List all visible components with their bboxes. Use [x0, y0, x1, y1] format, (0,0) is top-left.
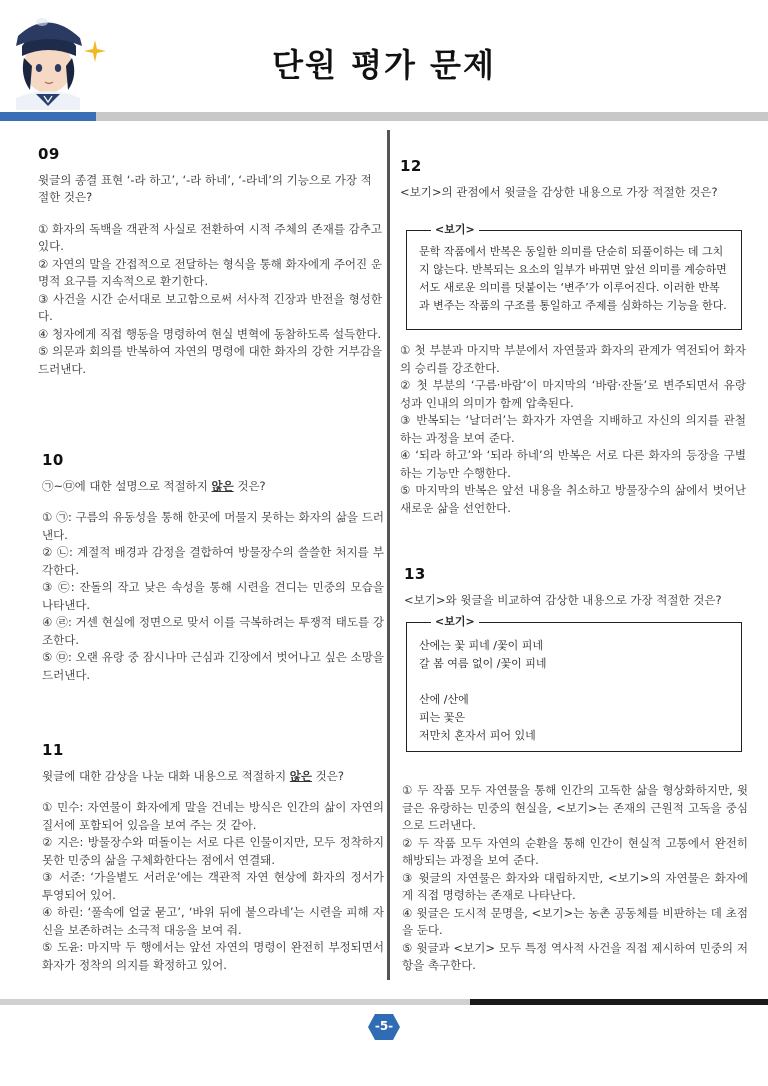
option-3: ③ 윗글의 자연물은 화자와 대립하지만, <보기>의 자연물은 화자에게 직접 명령하는 존재로 나타난다. [402, 870, 748, 902]
question-10 [42, 452, 384, 684]
bogi-text: 문학 작품에서 반복은 동일한 의미를 단순히 되풀이하는 데 그치지 않는다. 반복되는 요소의 일부가 바뀌면 앞선 의미를 계승하면서도 새로운 의미를 덧붙이는 ‘변주’가 이루어진다. 이러한 반복과 변주는 작품의 구조를 통일하고 주제를 심화하는 기능을 한다. [419, 245, 727, 312]
option-1: ① 화자의 독백을 객관적 사실로 전환하여 시적 주체의 존재를 감추고 있다. [38, 221, 382, 253]
question-09 [38, 146, 382, 378]
option-5: ⑤ 마지막의 반복은 앞선 내용을 취소하고 방물장수의 삶에서 벗어난 새로운 삶을 선언한다. [400, 483, 746, 515]
stem-emphasis: 않은 [211, 478, 234, 493]
option-4: ④ 하린: ‘풀속에 얼굴 묻고’, ‘바위 뒤에 붙으라네’는 시련을 피해 자신을 보존하려는 소극적 대응을 보여 줘. [42, 905, 384, 937]
bogi-label: <보기> [431, 221, 479, 239]
footer-rule-dark [470, 999, 768, 1005]
option-3: ③ 반복되는 ‘날더러’는 화자가 자연을 지배하고 자신의 의지를 관철하는 과정을 보여 준다. [400, 413, 746, 445]
question-number: 10 [42, 451, 64, 469]
poem-line: 갈 봄 여름 없이 /꽃이 피네 [419, 657, 547, 670]
question-13 [404, 566, 748, 609]
option-5: ⑤ 의문과 회의를 반복하여 자연의 명령에 대한 화자의 강한 거부감을 드러낸다. [38, 344, 382, 376]
footer-rule-gray [0, 999, 470, 1005]
poem-line: 산에는 꽃 피네 /꽃이 피네 [419, 639, 543, 652]
stem-text: 윗글에 대한 감상을 나눈 대화 내용으로 적절하지 [42, 768, 290, 783]
question-number: 13 [404, 565, 426, 583]
option-1: ① 두 작품 모두 자연물을 통해 인간의 고독한 삶을 형상화하지만, 윗글은 유랑하는 민중의 현실을, <보기>는 존재의 근원적 고독을 중심으로 드러낸다. [402, 783, 748, 832]
question-13-options [402, 782, 748, 975]
option-3: ③ 사건을 시간 순서대로 보고함으로써 서사적 긴장과 반전을 형성한다. [38, 291, 382, 323]
header-rule-gray [96, 112, 768, 121]
question-12 [400, 158, 746, 201]
poem-line: 산에 /산에 [419, 693, 469, 706]
option-2: ② 지은: 방물장수와 떠돌이는 서로 다른 인물이지만, 모두 정착하지 못한 민중의 삶을 구체화한다는 점에서 연결돼. [42, 835, 384, 867]
question-stem: <보기>와 윗글을 비교하여 감상한 내용으로 가장 적절한 것은? [404, 592, 722, 607]
stem-emphasis: 않은 [289, 768, 312, 783]
option-list [38, 221, 382, 379]
option-5: ⑤ ㉤: 오랜 유랑 중 잠시나마 근심과 긴장에서 벗어나고 싶은 소망을 드러낸다. [42, 650, 384, 682]
question-11 [42, 742, 384, 974]
option-4: ④ 윗글은 도시적 문명을, <보기>는 농촌 공동체를 비판하는 데 초점을 둔다. [402, 905, 748, 937]
question-number: 12 [400, 157, 422, 175]
question-stem [42, 478, 384, 496]
poem-line: 피는 꽃은 [419, 711, 466, 724]
option-1: ① ㉠: 구름의 유동성을 통해 한곳에 머물지 못하는 화자의 삶을 드러낸다. [42, 510, 384, 542]
option-3: ③ ㉢: 잔돌의 작고 낮은 속성을 통해 시련을 견디는 민중의 모습을 나타낸다. [42, 580, 384, 612]
option-4: ④ ‘되라 하고’와 ‘되라 하네’의 반복은 서로 다른 화자의 등장을 구별하는 기능만 수행한다. [400, 448, 746, 480]
bogi-box [406, 615, 742, 752]
bogi-label: <보기> [431, 613, 479, 631]
option-2: ② 자연의 말을 간접적으로 전달하는 형식을 통해 화자에게 주어진 운명적 요구를 지속적으로 환기한다. [38, 256, 382, 288]
question-number: 09 [38, 145, 60, 163]
question-number: 11 [42, 741, 64, 759]
option-1: ① 민수: 자연물이 화자에게 말을 건네는 방식은 인간의 삶이 자연의 질서에 포함되어 있음을 보여 주는 것 같아. [42, 800, 384, 832]
option-1: ① 첫 부분과 마지막 부분에서 자연물과 화자의 관계가 역전되어 화자의 승리를 강조한다. [400, 343, 746, 375]
page-title: 단원 평가 문제 [272, 46, 496, 84]
stem-text: ㉠~㉤에 대한 설명으로 적절하지 [42, 478, 212, 493]
option-5: ⑤ 윗글과 <보기> 모두 특정 역사적 사건을 직접 제시하여 민중의 저항을 촉구한다. [402, 940, 748, 972]
page-number: -5- [374, 1019, 394, 1033]
bogi-box [406, 223, 742, 330]
stem-text-end: 것은? [233, 478, 266, 493]
option-4: ④ ㉣: 거센 현실에 정면으로 맞서 이를 극복하려는 투쟁적 태도를 강조한다. [42, 615, 384, 647]
option-2: ② 두 작품 모두 자연의 순환을 통해 인간이 현실적 고통에서 완전히 해방되는 과정을 보여 준다. [402, 835, 748, 867]
option-2: ② 첫 부분의 ‘구름·바람’이 마지막의 ‘바람·잔돌’로 변주되면서 유랑성과 인내의 의미가 함께 압축된다. [400, 378, 746, 410]
question-stem: 윗글의 종결 표현 ‘-라 하고’, ‘-라 하네’, ‘-라네’의 기능으로 가장 적절한 것은? [38, 172, 372, 204]
option-list [42, 509, 384, 684]
question-stem: <보기>의 관점에서 윗글을 감상한 내용으로 가장 적절한 것은? [400, 184, 718, 199]
footer-rule [0, 999, 768, 1005]
question-stem [42, 768, 384, 786]
option-list [42, 799, 384, 974]
option-4: ④ 청자에게 직접 행동을 명령하여 현실 변혁에 동참하도록 설득한다. [38, 326, 382, 341]
column-divider [387, 130, 390, 980]
poem-line: 저만치 혼자서 피어 있네 [419, 729, 536, 742]
option-3: ③ 서준: ‘가을볕도 서러운’에는 객관적 자연 현상에 화자의 정서가 투영되어 있어. [42, 870, 384, 902]
option-2: ② ㉡: 계절적 배경과 감정을 결합하여 방물장수의 쓸쓸한 처지를 부각한다. [42, 545, 384, 577]
question-12-options [400, 342, 746, 517]
stem-text-end: 것은? [312, 768, 344, 783]
header-rule [0, 112, 768, 121]
header-rule-accent [0, 112, 96, 121]
option-5: ⑤ 도윤: 마지막 두 행에서는 앞선 자연의 명령이 완전히 부정되면서 화자가 정착의 의지를 확정하고 있어. [42, 940, 384, 972]
bogi-poem [407, 623, 741, 745]
